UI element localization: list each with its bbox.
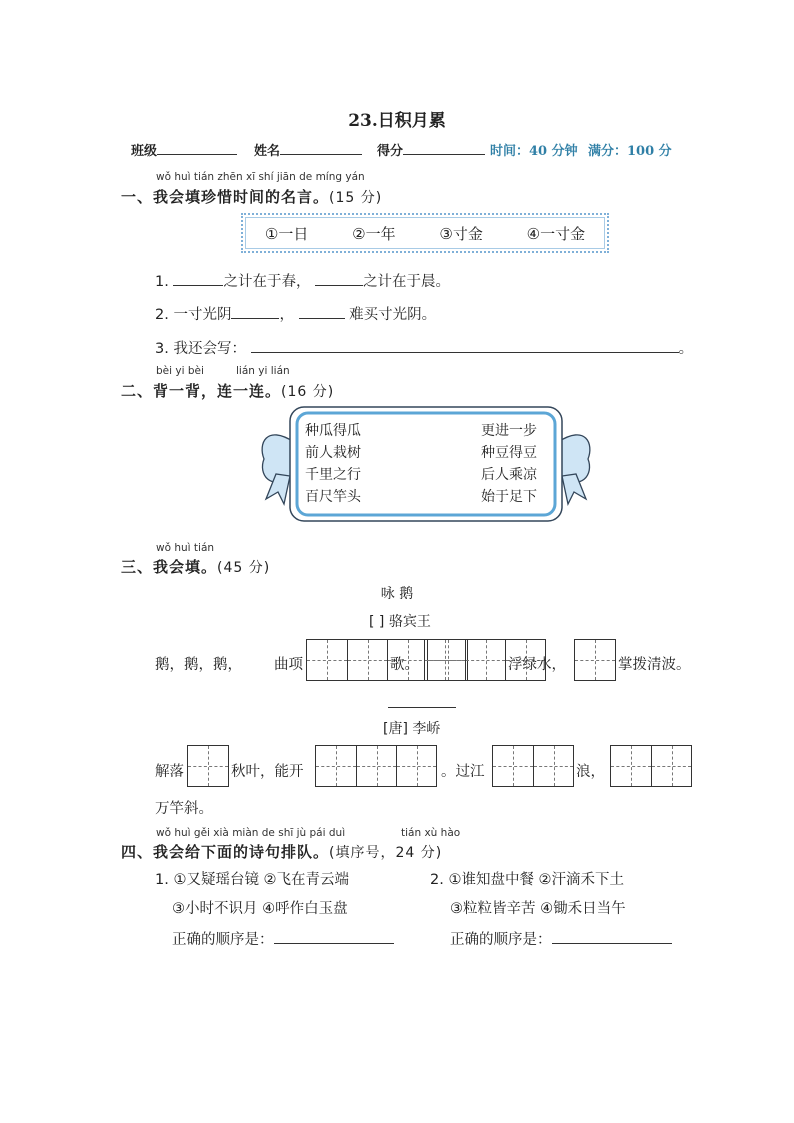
q1-blank-2[interactable]	[315, 270, 363, 286]
left-item-4[interactable]: 百尺竿头	[305, 489, 361, 505]
option-4: ④一寸金	[526, 224, 586, 243]
s4-q2-answer	[450, 928, 672, 949]
left-item-1[interactable]: 种瓜得瓜	[305, 423, 361, 439]
line1-c: 歌。	[390, 657, 419, 673]
s1-heading	[121, 186, 382, 207]
s2-points: (16 分)	[281, 384, 335, 400]
s1-pinyin: wǒ huì tián zhēn xī shí jiān de míng yán	[156, 171, 365, 183]
s1-question-1	[155, 270, 450, 291]
right-item-1[interactable]: 更进一步	[481, 423, 537, 439]
s4-q1-blank[interactable]	[274, 928, 394, 944]
right-item-2[interactable]: 种豆得豆	[481, 445, 537, 461]
s4-q1-row2: ③小时不识月 ④呼作白玉盘	[172, 901, 348, 917]
class-label: 班级	[131, 144, 158, 159]
q1-blank-1[interactable]	[173, 270, 223, 286]
s3-heading-text: 三、我会填。	[121, 558, 218, 576]
q3-end: 。	[678, 341, 694, 357]
line2-e: 万竿斜。	[155, 801, 213, 817]
s4-heading-text: 四、我会给下面的诗句排队。	[121, 843, 330, 861]
q2-blank-2[interactable]	[299, 303, 345, 319]
poem1-author: [ ] 骆宾王	[369, 614, 431, 630]
s1-question-3	[155, 337, 693, 358]
s4-points: (填序号，24 分)	[329, 845, 443, 861]
poem2-title-blank[interactable]	[388, 707, 456, 708]
score-label: 得分	[377, 144, 404, 159]
full-score: 满分：100 分	[588, 144, 672, 159]
line2-grid-2[interactable]	[315, 745, 437, 787]
s2-pinyin-a: bèi yi bèi	[156, 365, 204, 377]
q1-number: 1.	[155, 274, 169, 290]
left-item-3[interactable]: 千里之行	[305, 467, 361, 483]
q2-blank-1[interactable]	[231, 303, 279, 319]
s4-q1-answer	[172, 928, 394, 949]
s2-pinyin-b: lián yi lián	[236, 365, 290, 377]
name-label: 姓名	[254, 144, 281, 159]
q2-text-a: 2. 一寸光阴	[155, 307, 232, 323]
s4-q2-row2: ③粒粒皆辛苦 ④锄禾日当午	[450, 901, 626, 917]
right-column	[481, 420, 537, 508]
line2-grid-4[interactable]	[610, 745, 692, 787]
line2-grid-1[interactable]	[187, 745, 229, 787]
left-item-2[interactable]: 前人栽树	[305, 445, 361, 461]
s1-heading-text: 一、我会填珍惜时间的名言。	[121, 188, 330, 206]
q2-text-c: 难买寸光阴。	[349, 307, 437, 323]
page-title: 23.日积月累	[348, 111, 446, 131]
line2-a: 解落	[155, 764, 184, 780]
class-blank[interactable]	[157, 140, 237, 155]
option-2: ②一年	[352, 224, 396, 243]
q1-text-b: 之计在于晨。	[363, 274, 451, 290]
right-item-3[interactable]: 后人乘凉	[481, 467, 537, 483]
s4-q2-row1: 2. ①谁知盘中餐 ②汗滴禾下土	[430, 872, 625, 888]
time-info: 时间：40 分钟	[490, 144, 578, 159]
line2-d: 浪，	[576, 764, 605, 780]
s4-pinyin-b: tián xù hào	[401, 827, 461, 839]
line1-d: 浮绿水，	[508, 657, 566, 673]
poem1-title: 咏 鹅	[380, 586, 414, 602]
s4-q2-blank[interactable]	[552, 928, 672, 944]
option-1: ①一日	[264, 224, 309, 243]
s3-heading	[121, 556, 270, 577]
class-field[interactable]	[131, 140, 237, 159]
line2-b: 秋叶，能开	[231, 764, 304, 780]
option-box	[241, 213, 609, 253]
s2-heading	[121, 380, 334, 401]
score-blank[interactable]	[403, 140, 485, 155]
q3-text: 3. 我还会写：	[155, 341, 246, 357]
s1-question-2	[155, 303, 436, 324]
s2-heading-text: 二、背一背，连一连。	[121, 382, 282, 400]
score-field[interactable]	[377, 140, 485, 159]
right-item-4[interactable]: 始于足下	[481, 489, 537, 505]
s1-points: (15 分)	[329, 190, 383, 206]
line1-e: 掌拨清波。	[618, 657, 691, 673]
option-3: ③寸金	[439, 224, 483, 243]
s3-points: (45 分)	[217, 560, 271, 576]
q3-blank[interactable]	[251, 337, 679, 353]
s4-heading	[121, 841, 442, 862]
line2-c: 。过江	[441, 764, 485, 780]
left-column	[305, 420, 361, 508]
q2-text-b: ，	[279, 307, 294, 323]
q1-text-a: 之计在于春，	[223, 274, 311, 290]
poem2-author: [唐] 李峤	[383, 721, 441, 737]
line1-a: 鹅，鹅，鹅，	[155, 657, 242, 673]
s4-q1-row1: 1. ①又疑瑶台镜 ②飞在青云端	[155, 872, 350, 888]
line2-grid-3[interactable]	[492, 745, 574, 787]
s4-q2-order-label: 正确的顺序是：	[450, 932, 552, 948]
line1-grid-3[interactable]	[574, 639, 616, 681]
name-blank[interactable]	[280, 140, 362, 155]
name-field[interactable]	[254, 140, 362, 159]
s3-pinyin: wǒ huì tián	[156, 542, 215, 554]
line1-b: 曲项	[274, 657, 303, 673]
s4-q1-order-label: 正确的顺序是：	[172, 932, 274, 948]
s4-pinyin-a: wǒ huì gěi xià miàn de shī jù pái duì	[156, 827, 346, 839]
